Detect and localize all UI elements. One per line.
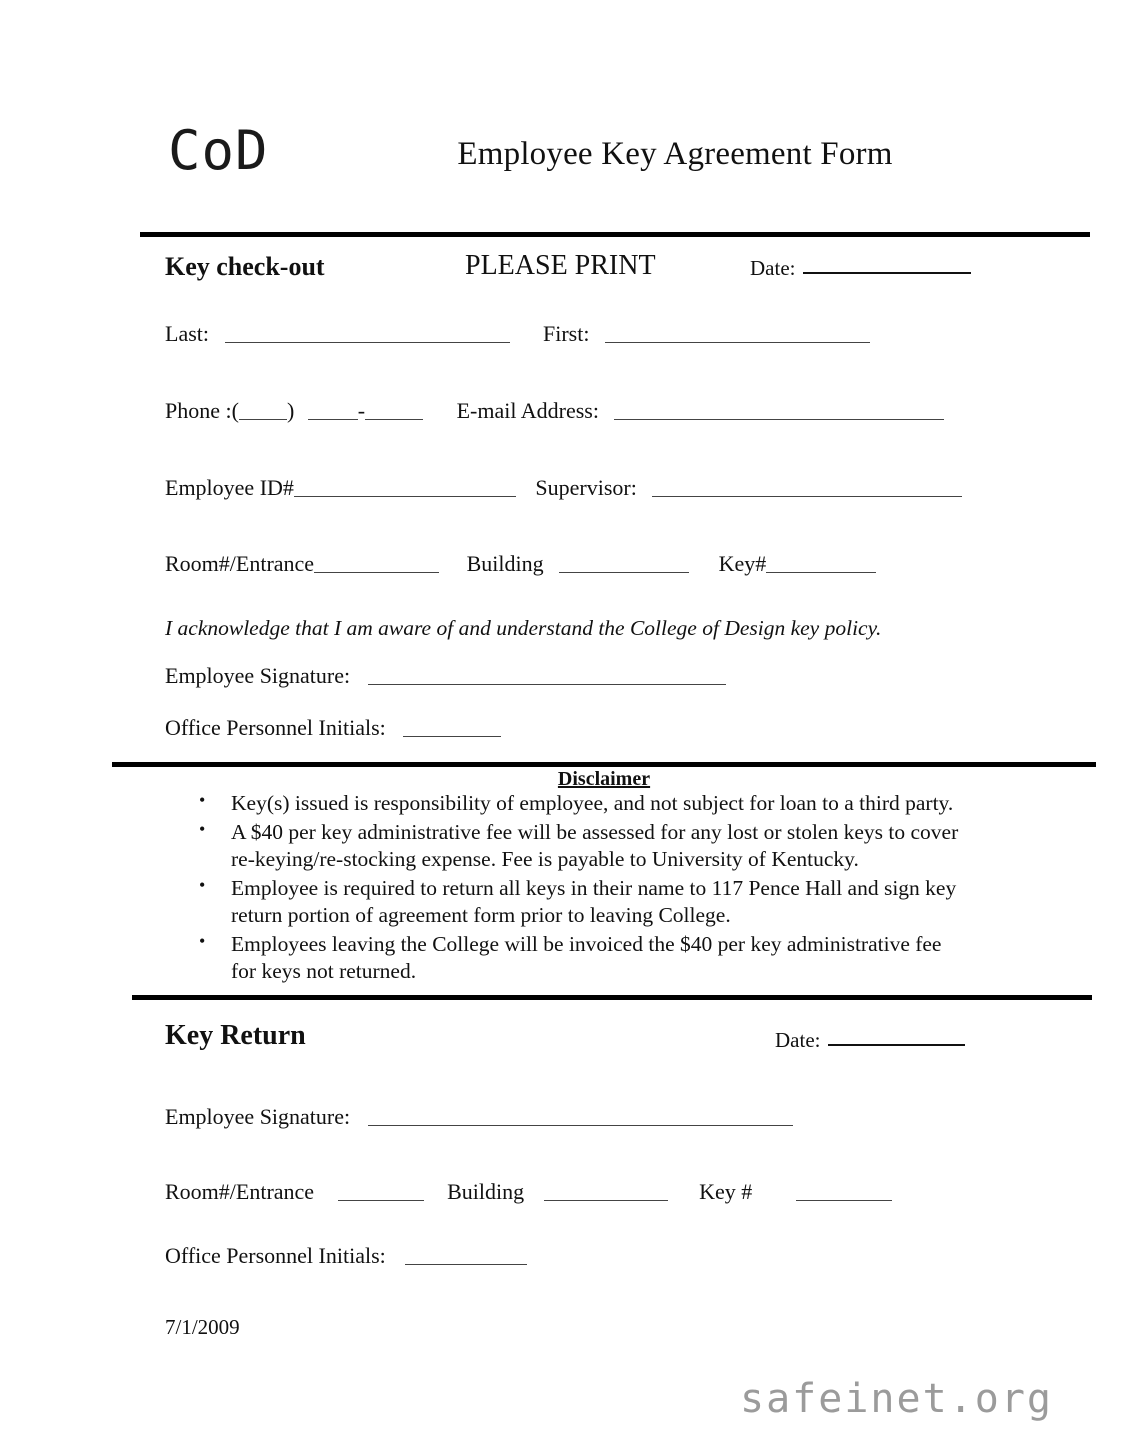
disclaimer-bottom-divider — [132, 995, 1092, 1000]
checkout-signature-input[interactable] — [368, 662, 726, 685]
return-signature-input[interactable] — [368, 1103, 793, 1126]
return-key-number-label: Key # — [699, 1179, 753, 1204]
name-row — [165, 320, 870, 348]
disclaimer-top-divider — [112, 762, 1096, 767]
checkout-initials-input[interactable] — [403, 714, 501, 737]
return-building-label: Building — [447, 1179, 525, 1204]
checkout-signature-row — [165, 662, 726, 690]
return-signature-label: Employee Signature: — [165, 1104, 351, 1129]
return-key-location-row — [165, 1178, 892, 1206]
first-name-input[interactable] — [605, 320, 870, 343]
return-date-input[interactable] — [828, 1028, 965, 1046]
contact-row — [165, 397, 944, 425]
return-initials-input[interactable] — [405, 1242, 527, 1265]
list-item: • A $40 per key administrative fee will be assessed for any lost or stolen keys to cover re-keying/re-stocking expense. Fee is payable to University of Kentucky. — [185, 819, 965, 874]
key-return-title: Key Return — [165, 1020, 306, 1051]
return-key-number-input[interactable] — [796, 1178, 892, 1201]
supervisor-input[interactable] — [652, 474, 962, 497]
phone-line-input[interactable] — [365, 397, 423, 420]
return-date-label: Date: — [775, 1028, 821, 1052]
form-revision-date: 7/1/2009 — [165, 1315, 240, 1339]
first-name-label: First: — [543, 321, 590, 346]
return-initials-label: Office Personnel Initials: — [165, 1243, 386, 1268]
cod-logo: CoD — [168, 119, 269, 182]
checkout-date-input[interactable] — [803, 256, 971, 274]
key-return-section-header — [165, 1020, 1095, 1054]
email-label: E-mail Address: — [456, 398, 599, 423]
checkout-initials-row — [165, 714, 501, 742]
phone-prefix-input[interactable] — [308, 397, 358, 420]
key-location-row — [165, 550, 876, 578]
building-input[interactable] — [559, 550, 689, 573]
list-item: • Key(s) issued is responsibility of employee, and not subject for loan to a third party. — [185, 790, 965, 818]
room-entrance-input[interactable] — [314, 550, 439, 573]
checkout-signature-label: Employee Signature: — [165, 663, 351, 688]
key-number-input[interactable] — [766, 550, 876, 573]
header-divider — [140, 232, 1090, 237]
list-item: • Employees leaving the College will be invoiced the $40 per key administrative fee for keys not returned. — [185, 931, 965, 986]
document-header — [140, 118, 1090, 208]
return-building-input[interactable] — [544, 1178, 668, 1201]
last-name-input[interactable] — [225, 320, 510, 343]
disclaimer-bullet-list — [185, 790, 965, 987]
employment-row — [165, 474, 962, 502]
key-number-label: Key# — [718, 551, 767, 576]
key-checkout-section-header — [165, 252, 1095, 286]
page-title: Employee Key Agreement Form — [457, 136, 893, 172]
return-initials-row — [165, 1242, 527, 1270]
supervisor-label: Supervisor: — [535, 475, 637, 500]
phone-paren-close: ) — [286, 398, 295, 423]
last-name-label: Last: — [165, 321, 209, 346]
phone-label: Phone :( — [165, 398, 239, 423]
return-room-entrance-input[interactable] — [338, 1178, 424, 1201]
please-print-note: PLEASE PRINT — [465, 250, 656, 281]
building-label: Building — [466, 551, 544, 576]
phone-dash: - — [357, 398, 366, 423]
key-checkout-title: Key check-out — [165, 252, 325, 281]
return-signature-row — [165, 1103, 793, 1131]
watermark: safeinet.org — [740, 1376, 1053, 1422]
disclaimer-title: Disclaimer — [557, 768, 651, 790]
checkout-initials-label: Office Personnel Initials: — [165, 715, 386, 740]
email-input[interactable] — [614, 397, 944, 420]
employee-id-label: Employee ID# — [165, 475, 294, 500]
list-item: • Employee is required to return all keys in their name to 117 Pence Hall and sign key return portion of agreement form prior to leaving College. — [185, 875, 965, 930]
checkout-date-label: Date: — [750, 256, 796, 280]
room-entrance-label: Room#/Entrance — [165, 551, 315, 576]
employee-id-input[interactable] — [294, 474, 516, 497]
phone-area-code-input[interactable] — [239, 397, 287, 420]
return-room-entrance-label: Room#/Entrance — [165, 1179, 315, 1204]
acknowledgement-statement: I acknowledge that I am aware of and understand the College of Design key policy. — [165, 616, 882, 640]
